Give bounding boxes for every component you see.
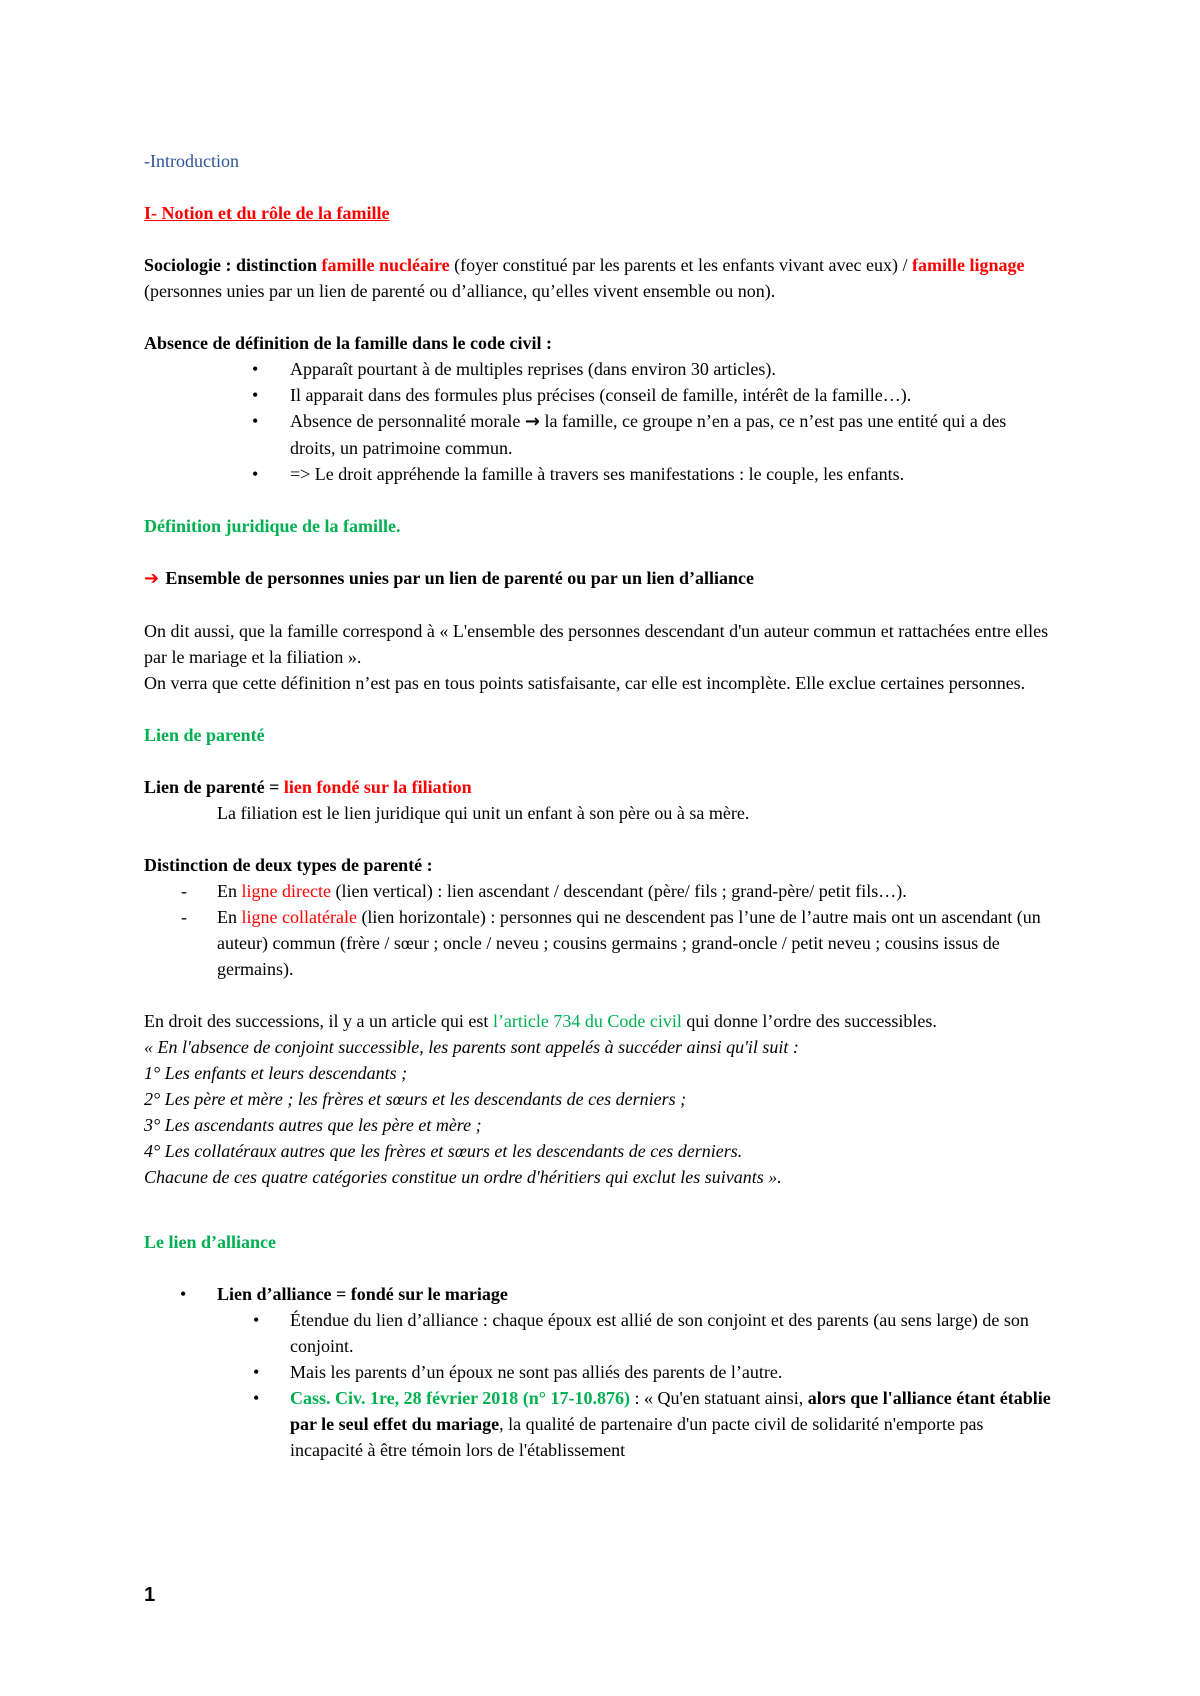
- parente-heading: Lien de parenté: [144, 725, 265, 745]
- page-number: 1: [144, 1584, 156, 1606]
- arrow-right-icon: →: [524, 411, 540, 432]
- list-item: - En ligne collatérale (lien horizontale) : personnes qui ne descendent pas l’une de l’autre mais ont un ascendant (un auteur) commun (frère / sœur ; oncle / neveu ; cousins germains ; grand-oncle / petit neveu ; cousins issus de germains).: [144, 904, 1054, 982]
- cass-reference: Cass. Civ. 1re, 28 février 2018 (n° 17-10.876): [290, 1388, 630, 1408]
- bullet-icon: •: [253, 1388, 260, 1408]
- list-item: • Il apparait dans des formules plus précises (conseil de famille, intérêt de la famille…).: [144, 382, 1054, 408]
- bullet-icon: •: [252, 411, 259, 431]
- bullet-icon: •: [252, 385, 259, 405]
- term-ligne-directe: ligne directe: [241, 881, 331, 901]
- definition-paragraph-1: On dit aussi, que la famille correspond à « L'ensemble des personnes descendant d'un auteur commun et rattachées entre elles par le mariage et la filiation ».: [144, 621, 1049, 667]
- parente-types-list: [144, 878, 1054, 982]
- bullet-icon: •: [252, 359, 259, 379]
- intro-heading: -Introduction: [144, 151, 239, 171]
- succession-paragraph: En droit des successions, il y a un article qui est l’article 734 du Code civil qui donne l’ordre des successibles.: [144, 1011, 937, 1031]
- list-item: • Absence de personnalité morale → la famille, ce groupe n’en a pas, ce n’est pas une entité qui a des droits, un patrimoine commun.: [144, 408, 1054, 461]
- bullet-icon: •: [252, 464, 259, 484]
- list-item: • Mais les parents d’un époux ne sont pas alliés des parents de l’autre.: [217, 1359, 1054, 1385]
- parente-definition: Lien de parenté = lien fondé sur la filiation: [144, 777, 472, 797]
- term-ligne-collaterale: ligne collatérale: [241, 907, 357, 927]
- bullet-icon: •: [253, 1362, 260, 1382]
- absence-heading: Absence de définition de la famille dans le code civil :: [144, 333, 552, 353]
- dash-bullet: -: [181, 881, 187, 901]
- alliance-heading: Le lien d’alliance: [144, 1232, 276, 1252]
- alliance-sub-list: [217, 1307, 1054, 1463]
- list-item: • Cass. Civ. 1re, 28 février 2018 (n° 17-10.876) : « Qu'en statuant ainsi, alors que l'alliance étant établie par le seul effet du mariage, la qualité de partenaire d'un pacte civil de solidarité n'emporte pas incapacité à être témoin lors de l'établissement: [217, 1385, 1054, 1463]
- definition-statement: ➔ Ensemble de personnes unies par un lien de parenté ou par un lien d’alliance: [144, 568, 754, 589]
- sociologie-paragraph: [144, 252, 1054, 304]
- sociologie-text-1: (foyer constitué par les parents et les enfants vivant avec eux) /: [449, 255, 912, 275]
- bullet-icon: •: [253, 1310, 260, 1330]
- list-item: • => Le droit appréhende la famille à travers ses manifestations : le couple, les enfants.: [144, 461, 1054, 487]
- section-title: I- Notion et du rôle de la famille: [144, 203, 390, 223]
- document-body: [144, 148, 1054, 1463]
- definition-heading: Définition juridique de la famille.: [144, 516, 401, 536]
- dash-bullet: -: [181, 907, 187, 927]
- sociologie-text-2: (personnes unies par un lien de parenté ou d’alliance, qu’elles vivent ensemble ou non).: [144, 281, 776, 301]
- types-heading: Distinction de deux types de parenté :: [144, 855, 433, 875]
- absence-list: [144, 356, 1054, 487]
- term-lien-filiation: lien fondé sur la filiation: [283, 777, 472, 797]
- bullet-icon: •: [180, 1284, 187, 1304]
- list-item: • Étendue du lien d’alliance : chaque époux est allié de son conjoint et des parents (au sens large) de son conjoint.: [217, 1307, 1054, 1359]
- article-734-quote: « En l'absence de conjoint successible, les parents sont appelés à succéder ainsi qu'il suit : 1° Les enfants et leurs descendants ; 2° Les père et mère ; les frères et sœurs et les descendants de ces derniers ; 3° Les ascendants autres que les père et mère ; 4° Les collatéraux autres que les frères et sœurs et les descendants de ces derniers. Chacune de ces quatre catégories constitue un ordre d'héritiers qui exclut les suivants ».: [144, 1037, 799, 1187]
- term-famille-lignage: famille lignage: [911, 255, 1025, 275]
- filiation-definition: La filiation est le lien juridique qui unit un enfant à son père ou à sa mère.: [217, 803, 750, 823]
- list-item: • Lien d’alliance = fondé sur le mariage • Étendue du lien d’alliance : chaque époux est allié de son conjoint et des parents (au sens large) de son conjoint. • Mais les parents d’un époux ne sont pas alliés des parents de l’autre. • Cass. Civ. 1re, 28 février 2018 (n° 17-10.876) : « Qu'en statuant ainsi, alors que l'alliance étant établie par le seul effet du mariage, la qualité de partenaire d'un pacte civil de solidarité n'emporte pas incapacité à être témoin lors de l'établissement: [144, 1281, 1054, 1463]
- list-item: • Apparaît pourtant à de multiples reprises (dans environ 30 articles).: [144, 356, 1054, 382]
- arrow-right-icon: ➔: [144, 568, 166, 589]
- term-famille-nucleaire: famille nucléaire: [321, 255, 450, 275]
- article-734-reference: l’article 734 du Code civil: [492, 1011, 682, 1031]
- sociologie-label: Sociologie : distinction: [144, 255, 322, 275]
- definition-paragraph-2: On verra que cette définition n’est pas en tous points satisfaisante, car elle est incomplète. Elle exclue certaines personnes.: [144, 673, 1026, 693]
- alliance-list: [144, 1281, 1054, 1463]
- list-item: - En ligne directe (lien vertical) : lien ascendant / descendant (père/ fils ; grand-père/ petit fils…).: [144, 878, 1054, 904]
